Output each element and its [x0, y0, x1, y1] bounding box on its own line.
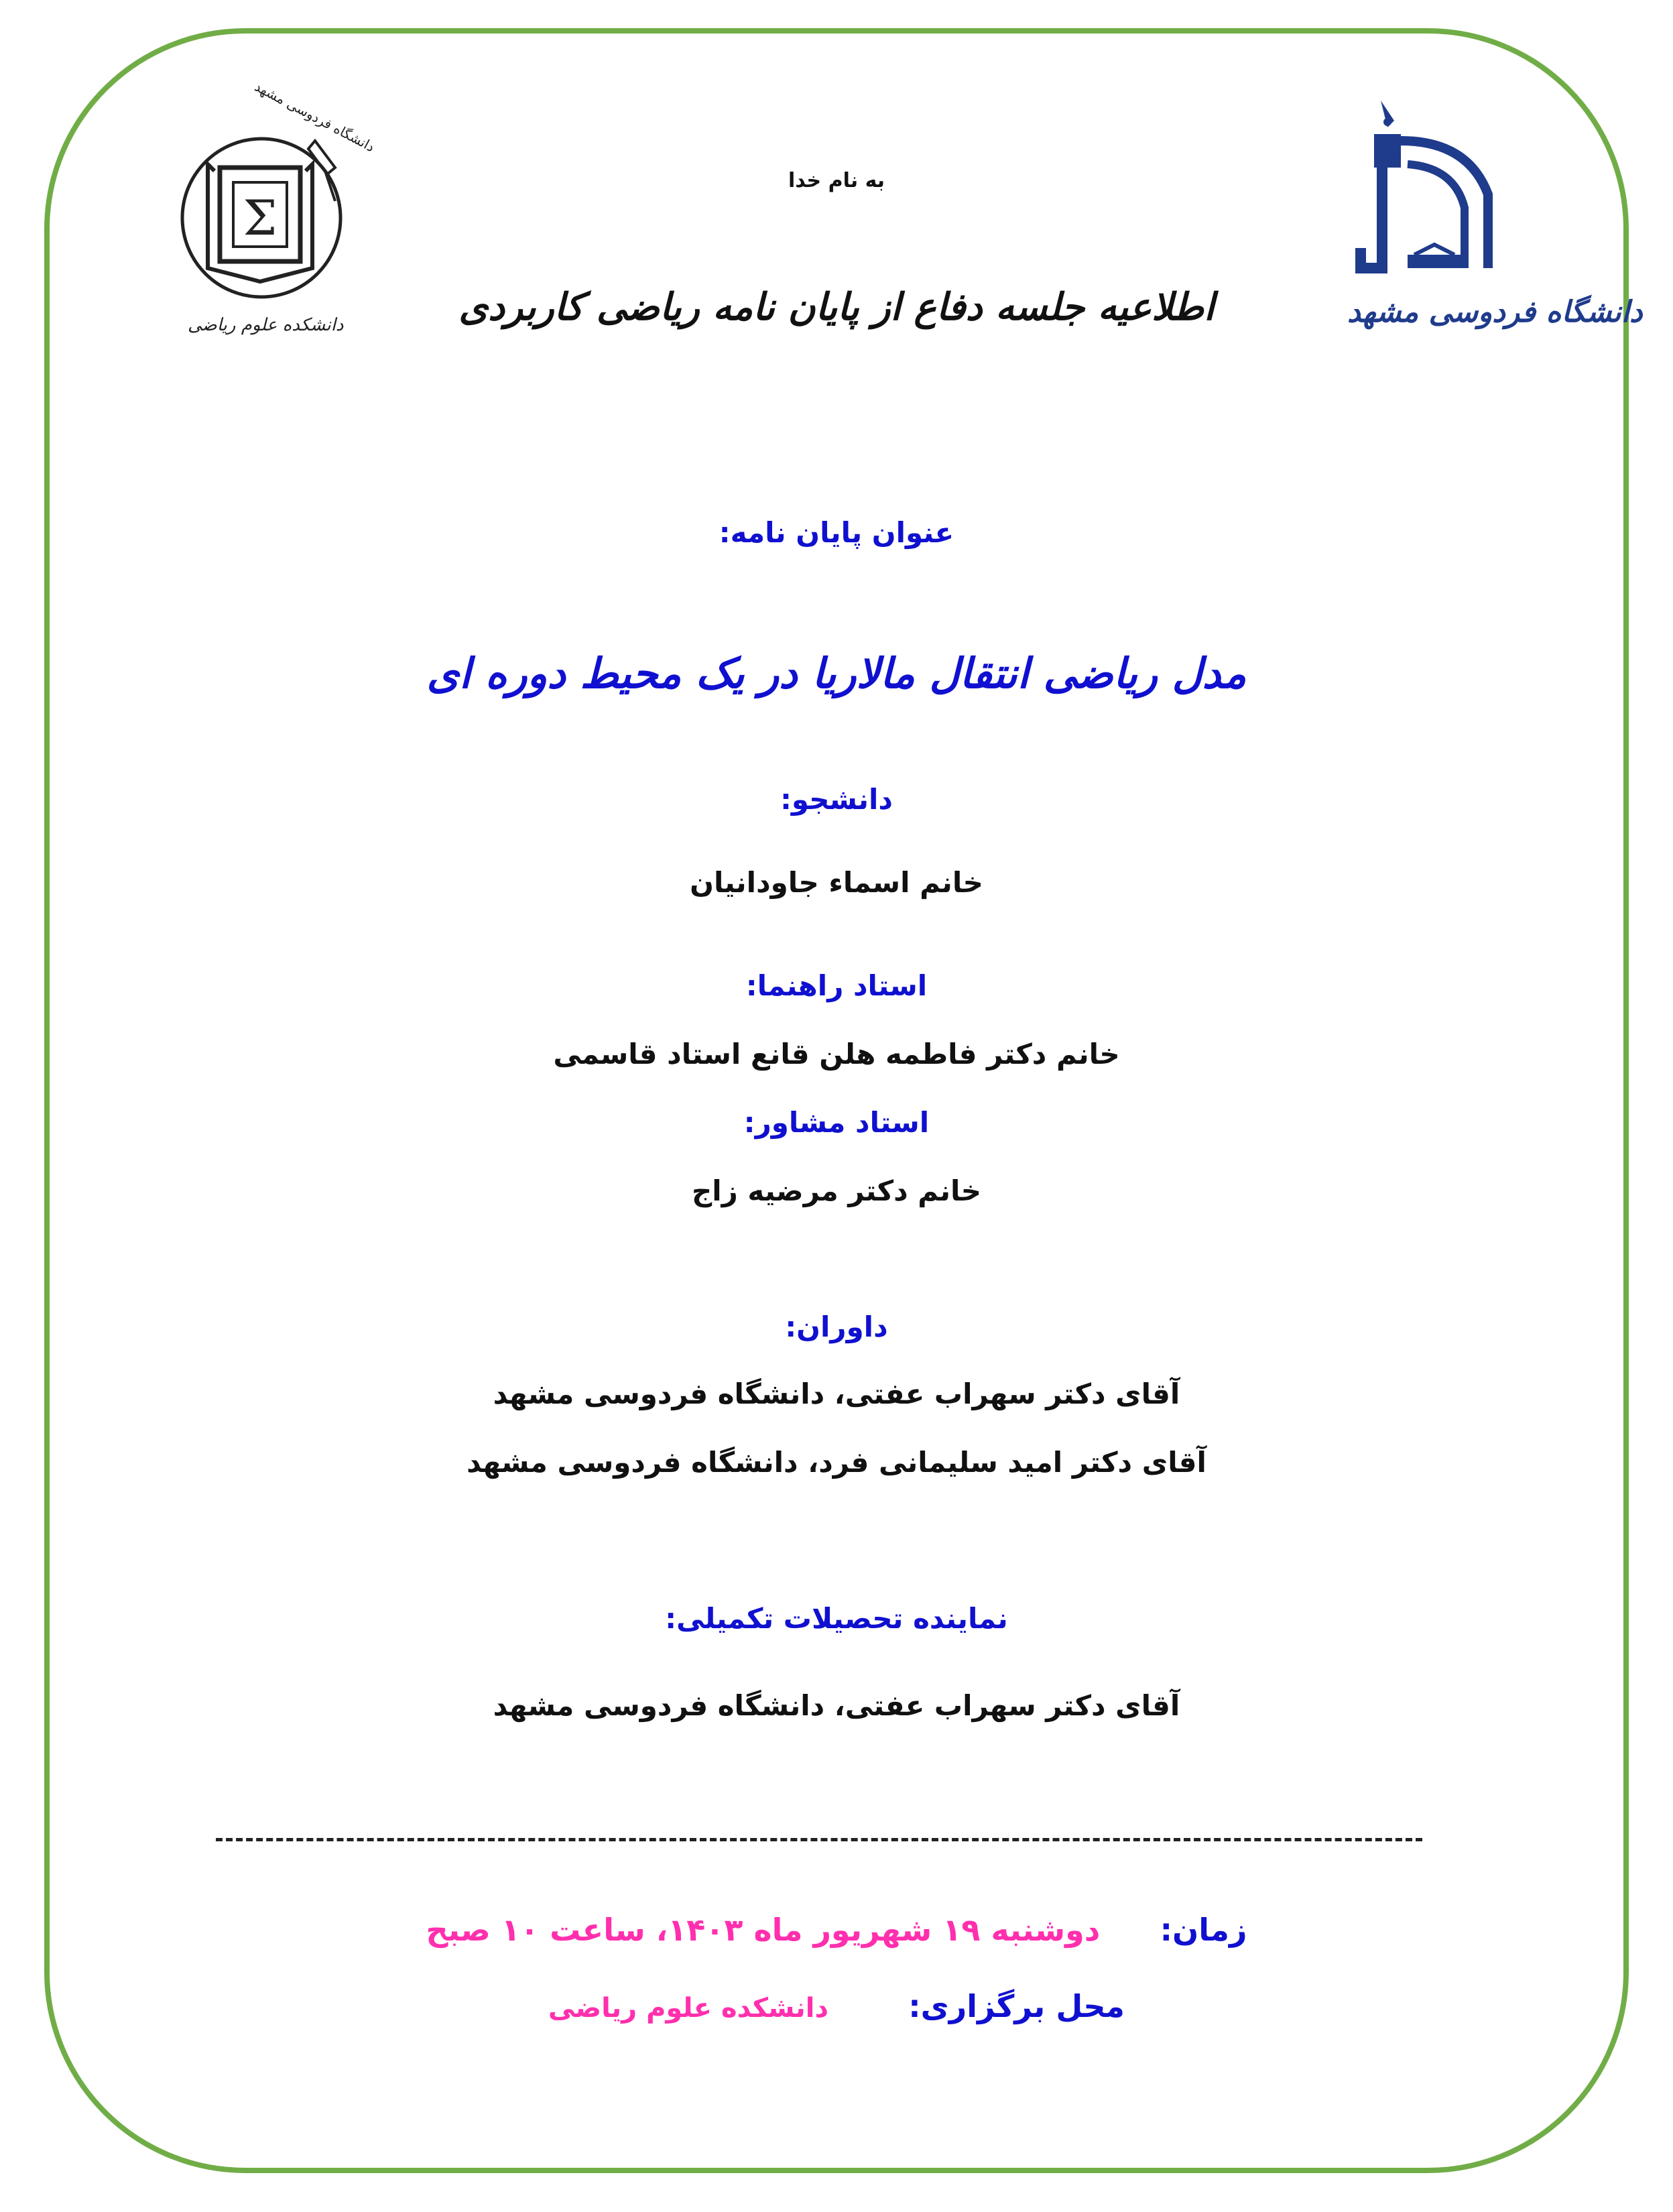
- place-value: دانشکده علوم ریاضی: [548, 1993, 828, 2024]
- time-value: دوشنبه ۱۹ شهریور ماه ۱۴۰۳، ساعت ۱۰ صبح: [426, 1912, 1101, 1948]
- thesis-title-label: عنوان پایان نامه:: [719, 516, 954, 549]
- advisor-label: استاد مشاور:: [743, 1106, 930, 1139]
- advisor-name: خانم دکتر مرضیه زاج: [691, 1174, 982, 1207]
- supervisor-label: استاد راهنما:: [745, 969, 928, 1002]
- place-row: [0, 1988, 1673, 2024]
- place-label: محل برگزاری:: [908, 1988, 1125, 2024]
- representative-label: نماینده تحصیلات تکمیلی:: [665, 1602, 1008, 1635]
- svg-text:Σ: Σ: [243, 190, 277, 246]
- divider: [216, 1838, 1422, 1841]
- bismillah: به نام خدا: [788, 169, 885, 192]
- student-label: دانشجو:: [780, 783, 893, 816]
- supervisor-name: خانم دکتر فاطمه هلن قانع استاد قاسمی: [553, 1038, 1120, 1070]
- page-title: اطلاعیه جلسه دفاع از پایان نامه ریاضی کاربردی: [458, 285, 1215, 329]
- referee-2: آقای دکتر امید سلیمانی فرد، دانشگاه فردوسی مشهد: [467, 1446, 1206, 1479]
- student-name: خانم اسماء جاودانیان: [690, 866, 983, 899]
- time-label: زمان:: [1160, 1912, 1247, 1948]
- referee-1: آقای دکتر سهراب عفتی، دانشگاه فردوسی مشهد: [493, 1377, 1180, 1410]
- faculty-logo-text-bottom: دانشکده علوم ریاضی: [188, 315, 344, 335]
- thesis-title: مدل ریاضی انتقال مالاریا در یک محیط دوره ای: [426, 649, 1247, 698]
- representative-name: آقای دکتر سهراب عفتی، دانشگاه فردوسی مشهد: [493, 1689, 1180, 1722]
- referees-label: داوران:: [785, 1310, 888, 1343]
- university-logo-text: دانشگاه فردوسی مشهد: [1347, 295, 1643, 329]
- time-row: [0, 1912, 1673, 1948]
- faculty-logo-text-top: دانشگاه فردوسی مشهد: [252, 78, 378, 156]
